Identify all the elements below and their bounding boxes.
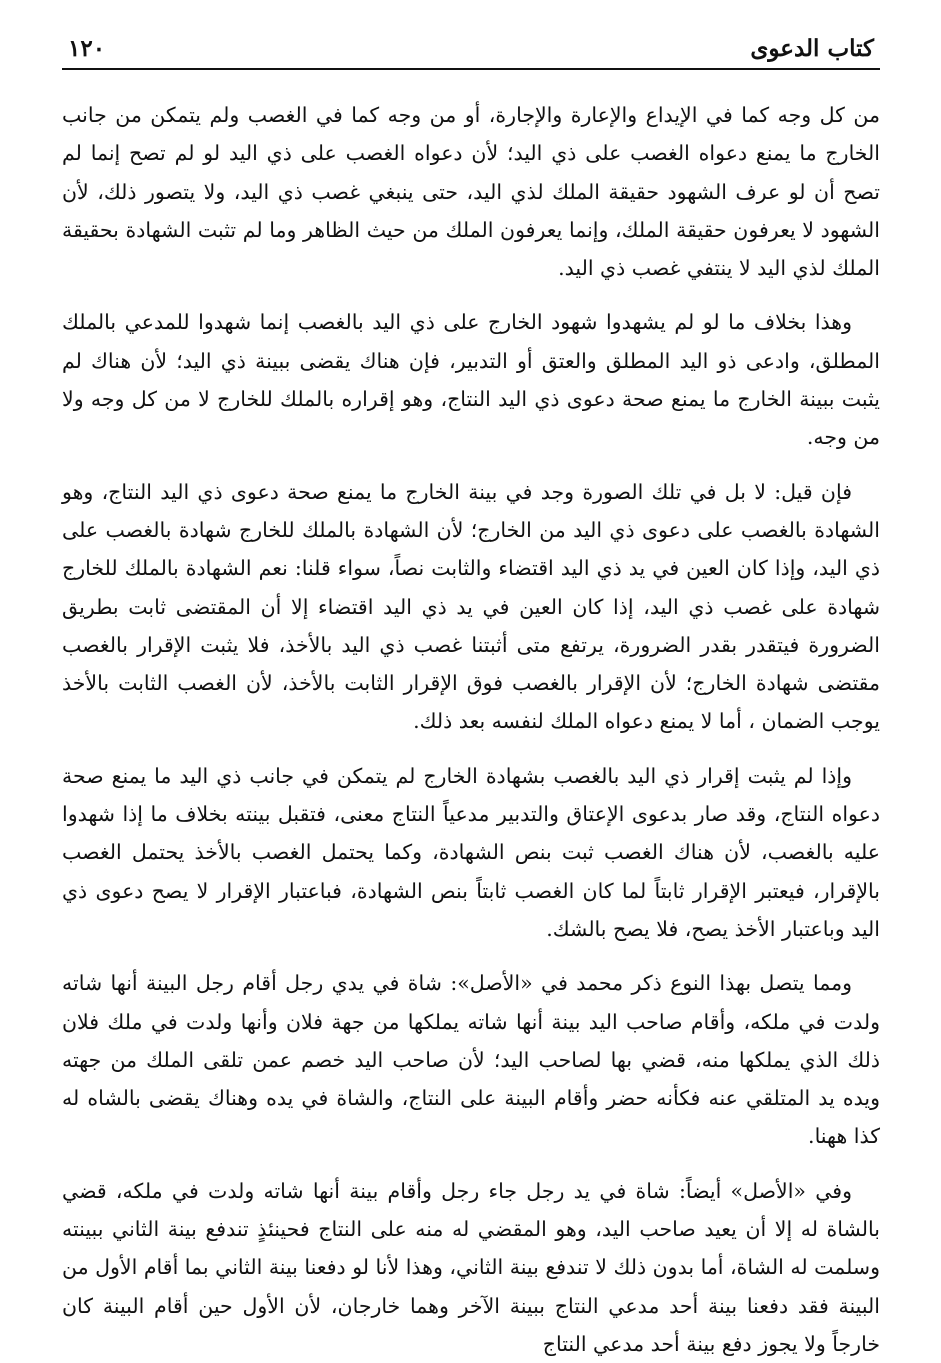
book-title: كتاب الدعوى bbox=[750, 35, 874, 62]
page-number: ١٢٠ bbox=[68, 35, 106, 62]
paragraph: من كل وجه كما في الإيداع والإعارة والإجارة، أو من وجه كما في الغصب ولم يتمكن من جانب الخارج ما يمنع دعواه الغصب على ذي اليد؛ لأن دعواه الغصب على ذي اليد لو لم تصح إنما لم تصح أن لو عرف الشهود حقيقة الملك لذي اليد، حتى ينبغي غصب ذي اليد، ولا يتصور ذلك، لأن الشهود لا يعرفون حقيقة الملك، وإنما يعرفون الملك من حيث الظاهر وما لم تثبت الشهادة بحقيقة الملك لذي اليد لا ينتفي غصب ذي اليد. bbox=[62, 103, 880, 281]
page-header bbox=[62, 30, 880, 70]
paragraph: وإذا لم يثبت إقرار ذي اليد بالغصب بشهادة الخارج لم يتمكن في جانب ذي اليد ما يمنع صحة دعواه النتاج، وقد صار بدعوى الإعتاق والتدبير مدعياً النتاج معنى، فتقبل بينته بخلاف ما إذا شهدوا عليه بالغصب، لأن هناك الغصب ثبت بنص الشهادة، وكما يحتمل الغصب بالأخذ يحتمل الغصب بالإقرار، فيعتبر الإقرار ثابتاً لما كان الغصب ثابتاً بنص الشهادة، فباعتبار الإقرار لا يصح دعوى ذي اليد وباعتبار الأخذ يصح، فلا يصح بالشك. bbox=[62, 763, 880, 941]
page-body bbox=[62, 96, 880, 1363]
paragraph: وفي «الأصل» أيضاً: شاة في يد رجل جاء رجل وأقام بينة أنها شاته ولدت في ملكه، قضي بالشاة له إلا أن يعيد صاحب اليد، وهو المقضي له منه على النتاج فحينئذٍ تندفع بينة الثاني ببينته وسلمت له الشاة، أما بدون ذلك لا تندفع بينة الثاني، وهذا لأنا لو دفعنا بينة الثاني بما أقام الأول من البينة فقد دفعنا بينة أحد مدعي النتاج ببينة الآخر وهما خارجان، لأن الأول حين أقام البينة كان خارجاً ولا يجوز دفع بينة أحد مدعي النتاج bbox=[62, 1178, 880, 1356]
paragraph: ومما يتصل بهذا النوع ذكر محمد في «الأصل»: شاة في يدي رجل أقام رجل البينة أنها شاته ولدت في ملكه، وأقام صاحب اليد بينة أنها شاته يملكها من جهة فلان وأنها ولدت في ملك فلان ذلك الذي يملكها منه، قضي بها لصاحب اليد؛ لأن صاحب اليد خصم عمن تلقى الملك من جهته ويده يد المتلقي عنه فكأنه حضر وأقام البينة على النتاج، والشاة في يده وهناك يقضى بالشاه له كذا ههنا. bbox=[62, 971, 880, 1149]
book-page bbox=[62, 30, 880, 1356]
paragraph: وهذا بخلاف ما لو لم يشهدوا شهود الخارج على ذي اليد بالغصب إنما شهدوا للمدعي بالملك المطلق، وادعى ذو اليد المطلق والعتق أو التدبير، فإن هناك يقضى ببينة ذي اليد؛ لأن هناك لم يثبت ببينة الخارج ما يمنع صحة دعوى ذي اليد النتاج، وهو إقراره بالملك للخارج لا من كل وجه ولا من وجه. bbox=[62, 310, 880, 450]
paragraph: فإن قيل: لا بل في تلك الصورة وجد في بينة الخارج ما يمنع صحة دعوى ذي اليد النتاج، وهو الشهادة بالغصب على دعوى ذي اليد من الخارج؛ لأن الشهادة بالملك للخارج شهادة بالغصب على ذي اليد، وإذا كان العين في يد ذي اليد اقتضاء والثابت نصاً، سواء قلنا: نعم الشهادة بالملك للخارج شهادة على غصب ذي اليد، إذا كان العين في يد ذي اليد اقتضاء إلا أن المقتضى ثابت بطريق الضرورة فيتقدر بقدر الضرورة، يرتفع متى أثبتنا غصب ذي اليد بالأخذ، فلا يثبت الإقرار بالغصب مقتضى شهادة الخارج؛ لأن الإقرار بالغصب فوق الإقرار الثابت بالأخذ، لأن الغصب الثابت بالأخذ يوجب الضمان ، أما لا يمنع دعواه الملك لنفسه بعد ذلك. bbox=[62, 479, 880, 734]
